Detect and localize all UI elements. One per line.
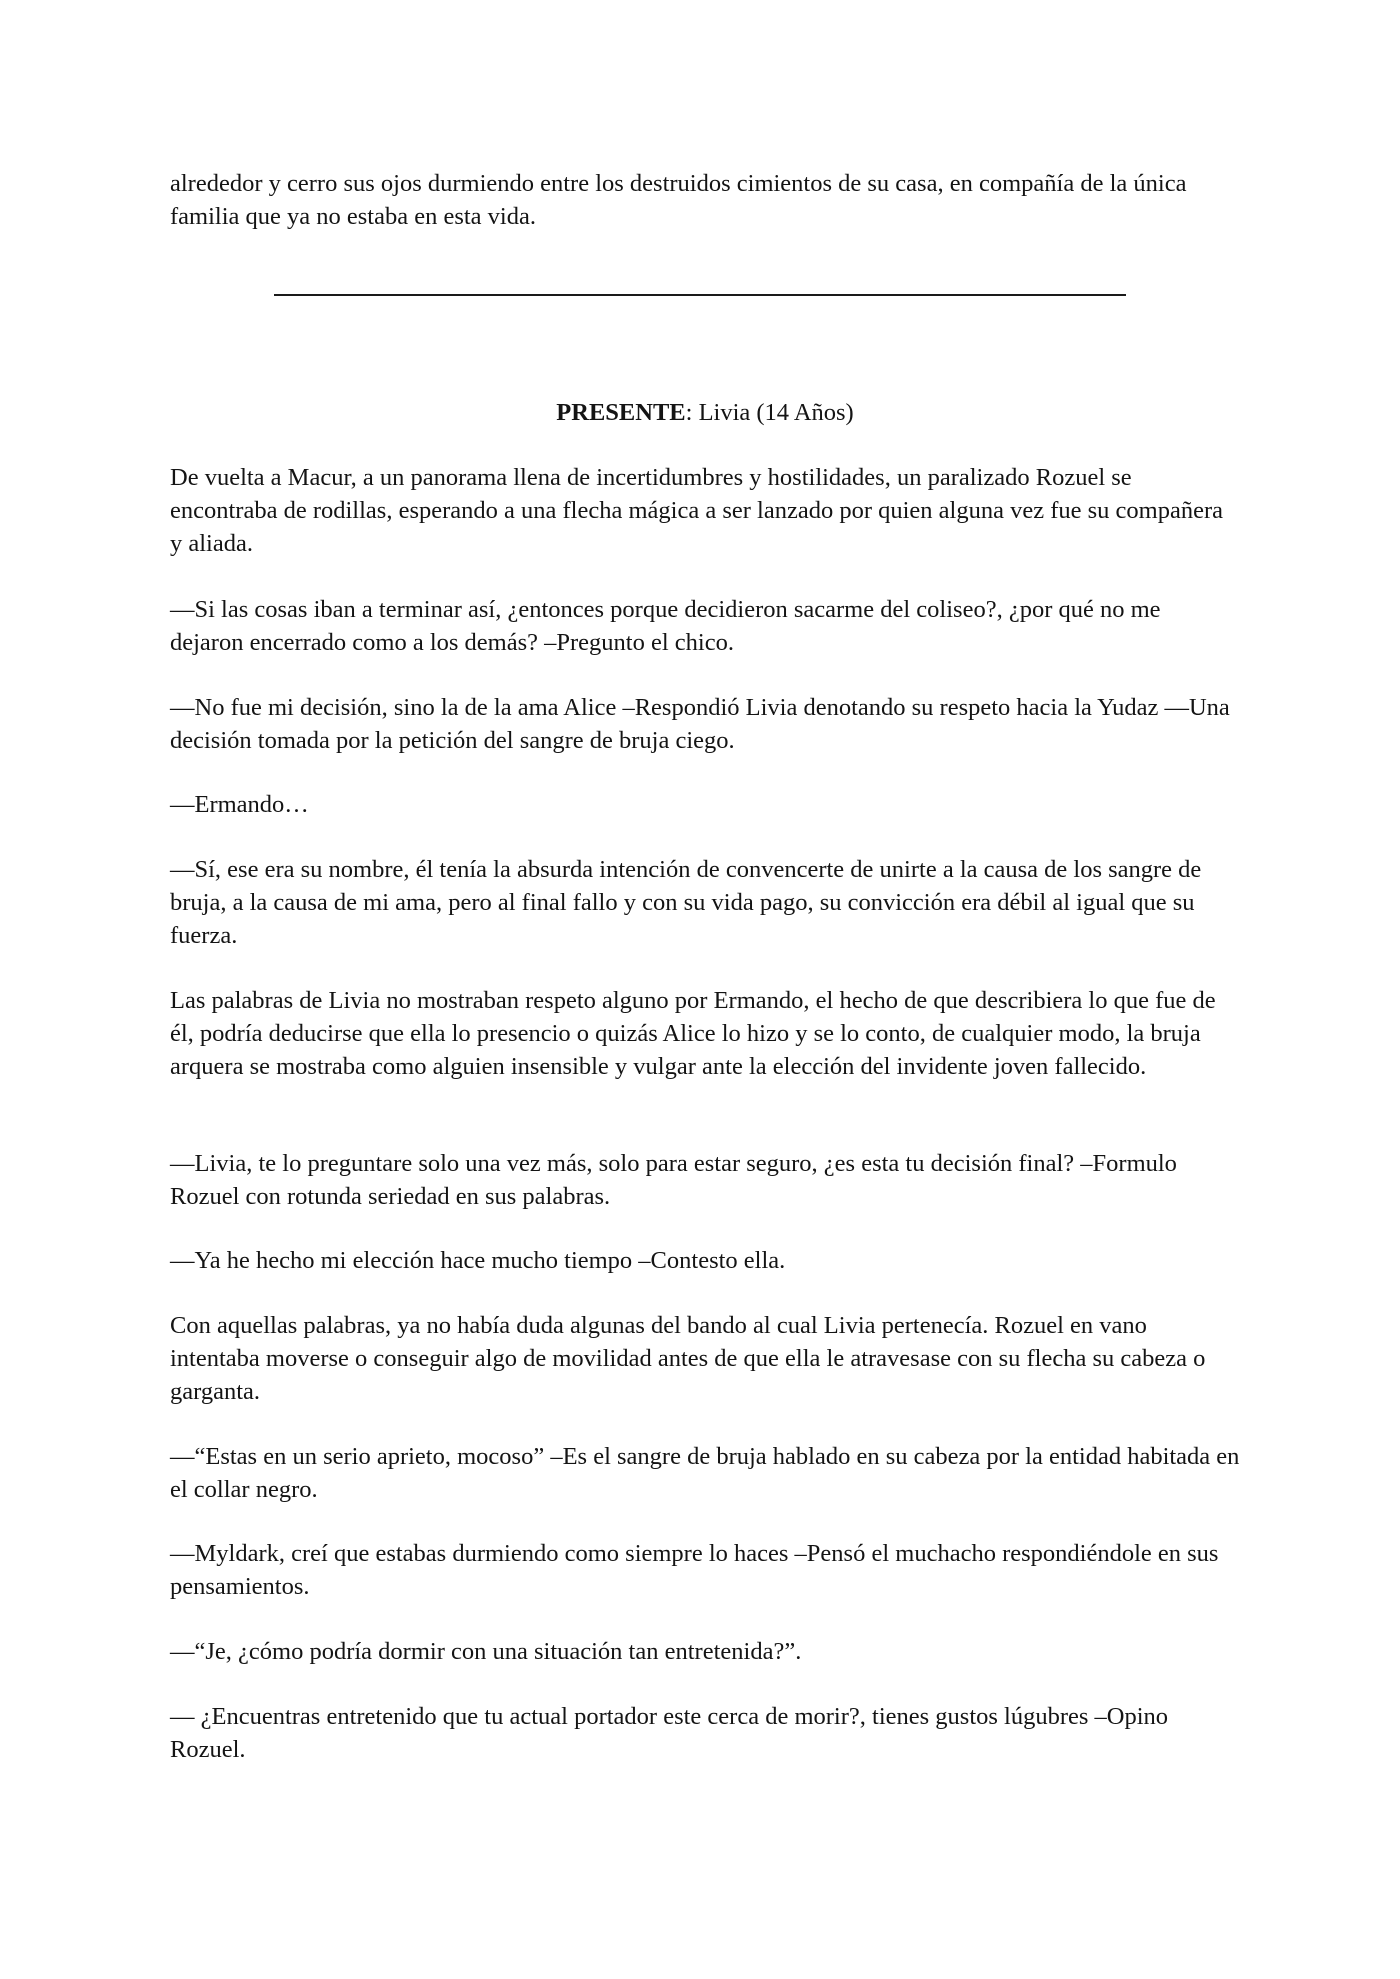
paragraph: —Si las cosas iban a terminar así, ¿entonces porque decidieron sacarme del coliseo?, ¿por qué no me dejaron encerrado como a los demás? –Pregunto el chico.: [170, 596, 1161, 656]
paragraph: —No fue mi decisión, sino la de la ama Alice –Respondió Livia denotando su respeto hacia la Yudaz —Una decisión tomada por la petición del sangre de bruja ciego.: [170, 694, 1230, 754]
paragraph: —Livia, te lo preguntare solo una vez más, solo para estar seguro, ¿es esta tu decisión final? –Formulo Rozuel con rotunda seriedad en sus palabras.: [170, 1150, 1177, 1210]
paragraph: —Ya he hecho mi elección hace mucho tiempo –Contesto ella.: [170, 1247, 786, 1274]
paragraph-block: [170, 1635, 1240, 1668]
paragraph: —Ermando…: [170, 791, 309, 818]
paragraph-block: [170, 984, 1240, 1083]
section-divider: [274, 294, 1126, 296]
intro-paragraph: [170, 167, 1240, 233]
paragraph: — ¿Encuentras entretenido que tu actual portador este cerca de morir?, tienes gustos lúgubres –Opino Rozuel.: [170, 1703, 1169, 1763]
paragraph-block: [170, 1440, 1240, 1506]
paragraph: —Sí, ese era su nombre, él tenía la absurda intención de convencerte de unirte a la causa de los sangre de bruja, a la causa de mi ama, pero al final fallo y con su vida pago, su convicción era débil al igual que su fuerza.: [170, 856, 1202, 949]
section-heading: [170, 396, 1240, 429]
paragraph: De vuelta a Macur, a un panorama llena de incertidumbres y hostilidades, un paralizado Rozuel se encontraba de rodillas, esperando a una flecha mágica a ser lanzado por quien alguna vez fue su compañera y aliada.: [170, 464, 1224, 557]
paragraph-block: [170, 593, 1240, 659]
paragraph-block: [170, 691, 1240, 757]
paragraph-block: [170, 788, 1240, 821]
section-separator: :: [685, 399, 699, 426]
paragraph-block: [170, 1244, 1240, 1277]
paragraph-block: [170, 1309, 1240, 1408]
paragraph-block: [170, 853, 1240, 952]
paragraph: —Myldark, creí que estabas durmiendo como siempre lo haces –Pensó el muchacho respondiéndole en sus pensamientos.: [170, 1540, 1219, 1600]
paragraph: alrededor y cerro sus ojos durmiendo entre los destruidos cimientos de su casa, en compañía de la única familia que ya no estaba en esta vida.: [170, 170, 1187, 230]
paragraph: Con aquellas palabras, ya no había duda algunas del bando al cual Livia pertenecía. Rozuel en vano intentaba moverse o conseguir algo de movilidad antes de que ella le atravesase con su flecha su cabeza o garganta.: [170, 1312, 1206, 1405]
section-subtitle: Livia (14 Años): [698, 399, 854, 426]
paragraph: —“Je, ¿cómo podría dormir con una situación tan entretenida?”.: [170, 1638, 802, 1665]
paragraph-block: [170, 1700, 1240, 1766]
section-label: PRESENTE: [556, 399, 686, 426]
paragraph-block: [170, 461, 1240, 560]
paragraph-block: [170, 1537, 1240, 1603]
paragraph-block: [170, 1147, 1240, 1213]
paragraph: —“Estas en un serio aprieto, mocoso” –Es el sangre de bruja hablado en su cabeza por la entidad habitada en el collar negro.: [170, 1443, 1240, 1503]
paragraph: Las palabras de Livia no mostraban respeto alguno por Ermando, el hecho de que describiera lo que fue de él, podría deducirse que ella lo presencio o quizás Alice lo hizo y se lo conto, de cualquier modo, la bruja arquera se mostraba como alguien insensible y vulgar ante la elección del invidente joven fallecido.: [170, 987, 1216, 1080]
